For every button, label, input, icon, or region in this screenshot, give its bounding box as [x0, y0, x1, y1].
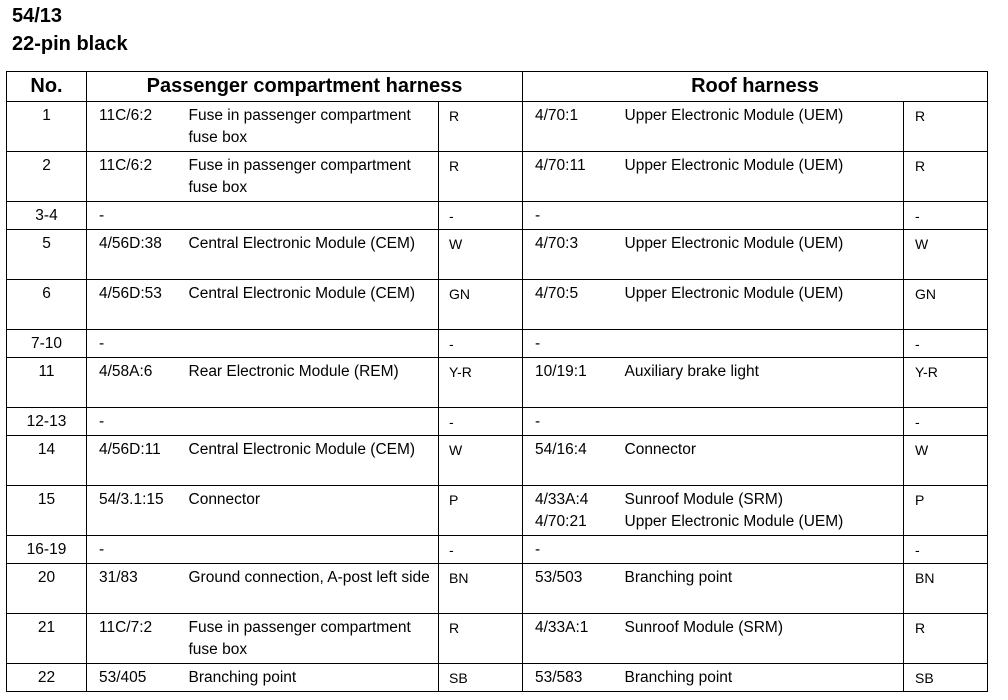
roof-code-pair: [523, 486, 625, 536]
roof-wire-color: -: [904, 202, 988, 230]
table-row: [7, 280, 988, 330]
passenger-description: Central Electronic Module (CEM): [189, 280, 439, 330]
pin-number: 11: [7, 358, 87, 408]
pin-number: 2: [7, 152, 87, 202]
table-row: [7, 330, 988, 358]
passenger-code: 4/56D:53: [87, 280, 189, 330]
roof-description: [625, 408, 904, 436]
passenger-description: Central Electronic Module (CEM): [189, 436, 439, 486]
roof-description: [625, 330, 904, 358]
roof-description: Sunroof Module (SRM): [625, 614, 904, 664]
passenger-description: Central Electronic Module (CEM): [189, 230, 439, 280]
roof-code: 4/70:3: [523, 230, 625, 280]
roof-wire-color: Y-R: [904, 358, 988, 408]
roof-description: Branching point: [625, 664, 904, 692]
roof-wire-color: GN: [904, 280, 988, 330]
connector-title: 54/13: [12, 5, 63, 27]
table-row: [7, 102, 988, 152]
passenger-code: 31/83: [87, 564, 189, 614]
roof-description: Branching point: [625, 564, 904, 614]
pin-number: 1: [7, 102, 87, 152]
passenger-description: Fuse in passenger compartment fuse box: [189, 102, 439, 152]
table-row: [7, 152, 988, 202]
roof-description: Upper Electronic Module (UEM): [625, 102, 904, 152]
roof-description: [625, 536, 904, 564]
passenger-wire-color: GN: [439, 280, 523, 330]
passenger-code: -: [87, 330, 189, 358]
roof-code: 53/583: [523, 664, 625, 692]
roof-wire-color: R: [904, 614, 988, 664]
table-row: [7, 614, 988, 664]
passenger-description: [189, 536, 439, 564]
pin-number: 20: [7, 564, 87, 614]
passenger-wire-color: P: [439, 486, 523, 536]
passenger-wire-color: Y-R: [439, 358, 523, 408]
roof-description-secondary: Upper Electronic Module (UEM): [624, 513, 844, 530]
connector-description: 22-pin black: [12, 33, 128, 55]
roof-code: -: [523, 536, 625, 564]
table-row: [7, 486, 988, 536]
passenger-code: 4/56D:11: [87, 436, 189, 486]
passenger-code: 11C/7:2: [87, 614, 189, 664]
table-row: [7, 408, 988, 436]
roof-description: Upper Electronic Module (UEM): [625, 230, 904, 280]
roof-description-pair: [625, 486, 904, 536]
roof-wire-color: BN: [904, 564, 988, 614]
roof-code: -: [523, 202, 625, 230]
roof-code-secondary: 4/70:21: [535, 513, 587, 530]
roof-code: 4/70:1: [523, 102, 625, 152]
table-row: [7, 230, 988, 280]
pin-number: 14: [7, 436, 87, 486]
roof-code: 4/33A:1: [523, 614, 625, 664]
passenger-wire-color: BN: [439, 564, 523, 614]
roof-code: 4/70:11: [523, 152, 625, 202]
passenger-code: 53/405: [87, 664, 189, 692]
table-row: [7, 664, 988, 692]
roof-code: 54/16:4: [523, 436, 625, 486]
passenger-code: -: [87, 536, 189, 564]
passenger-wire-color: -: [439, 202, 523, 230]
passenger-wire-color: -: [439, 408, 523, 436]
roof-wire-color: SB: [904, 664, 988, 692]
passenger-description: Fuse in passenger compartment fuse box: [189, 152, 439, 202]
passenger-wire-color: SB: [439, 664, 523, 692]
roof-wire-color: -: [904, 408, 988, 436]
passenger-code: 54/3.1:15: [87, 486, 189, 536]
roof-wire-color: -: [904, 536, 988, 564]
passenger-wire-color: W: [439, 230, 523, 280]
roof-wire-color: R: [904, 152, 988, 202]
table-row: [7, 536, 988, 564]
passenger-description: Connector: [189, 486, 439, 536]
roof-code: 4/33A:4: [535, 491, 589, 508]
pinout-table: [6, 71, 988, 692]
header-roof-harness: Roof harness: [523, 72, 988, 102]
table-row: [7, 564, 988, 614]
roof-code: 53/503: [523, 564, 625, 614]
header-passenger-harness: Passenger compartment harness: [87, 72, 523, 102]
passenger-wire-color: -: [439, 536, 523, 564]
passenger-description: [189, 408, 439, 436]
table-row: [7, 202, 988, 230]
passenger-description: Ground connection, A-post left side: [189, 564, 439, 614]
table-header-row: [7, 72, 988, 102]
passenger-wire-color: R: [439, 102, 523, 152]
roof-wire-color: -: [904, 330, 988, 358]
roof-code: -: [523, 330, 625, 358]
passenger-description: Fuse in passenger compartment fuse box: [189, 614, 439, 664]
pin-number: 15: [7, 486, 87, 536]
roof-description: Connector: [625, 436, 904, 486]
roof-description: Sunroof Module (SRM): [624, 491, 784, 508]
passenger-description: [189, 330, 439, 358]
pin-number: 22: [7, 664, 87, 692]
passenger-wire-color: R: [439, 614, 523, 664]
roof-wire-color: R: [904, 102, 988, 152]
pin-number: 3-4: [7, 202, 87, 230]
passenger-description: [189, 202, 439, 230]
roof-code: 4/70:5: [523, 280, 625, 330]
roof-description: [625, 202, 904, 230]
passenger-code: 4/58A:6: [87, 358, 189, 408]
pin-number: 6: [7, 280, 87, 330]
roof-wire-color: W: [904, 230, 988, 280]
passenger-description: Rear Electronic Module (REM): [189, 358, 439, 408]
pin-number: 12-13: [7, 408, 87, 436]
passenger-code: 11C/6:2: [87, 152, 189, 202]
table-row: [7, 436, 988, 486]
passenger-code: 11C/6:2: [87, 102, 189, 152]
roof-description: Upper Electronic Module (UEM): [625, 152, 904, 202]
pin-number: 5: [7, 230, 87, 280]
roof-wire-color: W: [904, 436, 988, 486]
roof-description: Upper Electronic Module (UEM): [625, 280, 904, 330]
passenger-code: -: [87, 202, 189, 230]
pin-number: 7-10: [7, 330, 87, 358]
passenger-code: -: [87, 408, 189, 436]
passenger-wire-color: -: [439, 330, 523, 358]
roof-code: -: [523, 408, 625, 436]
roof-wire-color: P: [904, 486, 988, 536]
passenger-description: Branching point: [189, 664, 439, 692]
pin-number: 16-19: [7, 536, 87, 564]
passenger-code: 4/56D:38: [87, 230, 189, 280]
header-no: No.: [7, 72, 87, 102]
passenger-wire-color: W: [439, 436, 523, 486]
roof-description: Auxiliary brake light: [625, 358, 904, 408]
pin-number: 21: [7, 614, 87, 664]
table-row: [7, 358, 988, 408]
roof-code: 10/19:1: [523, 358, 625, 408]
passenger-wire-color: R: [439, 152, 523, 202]
